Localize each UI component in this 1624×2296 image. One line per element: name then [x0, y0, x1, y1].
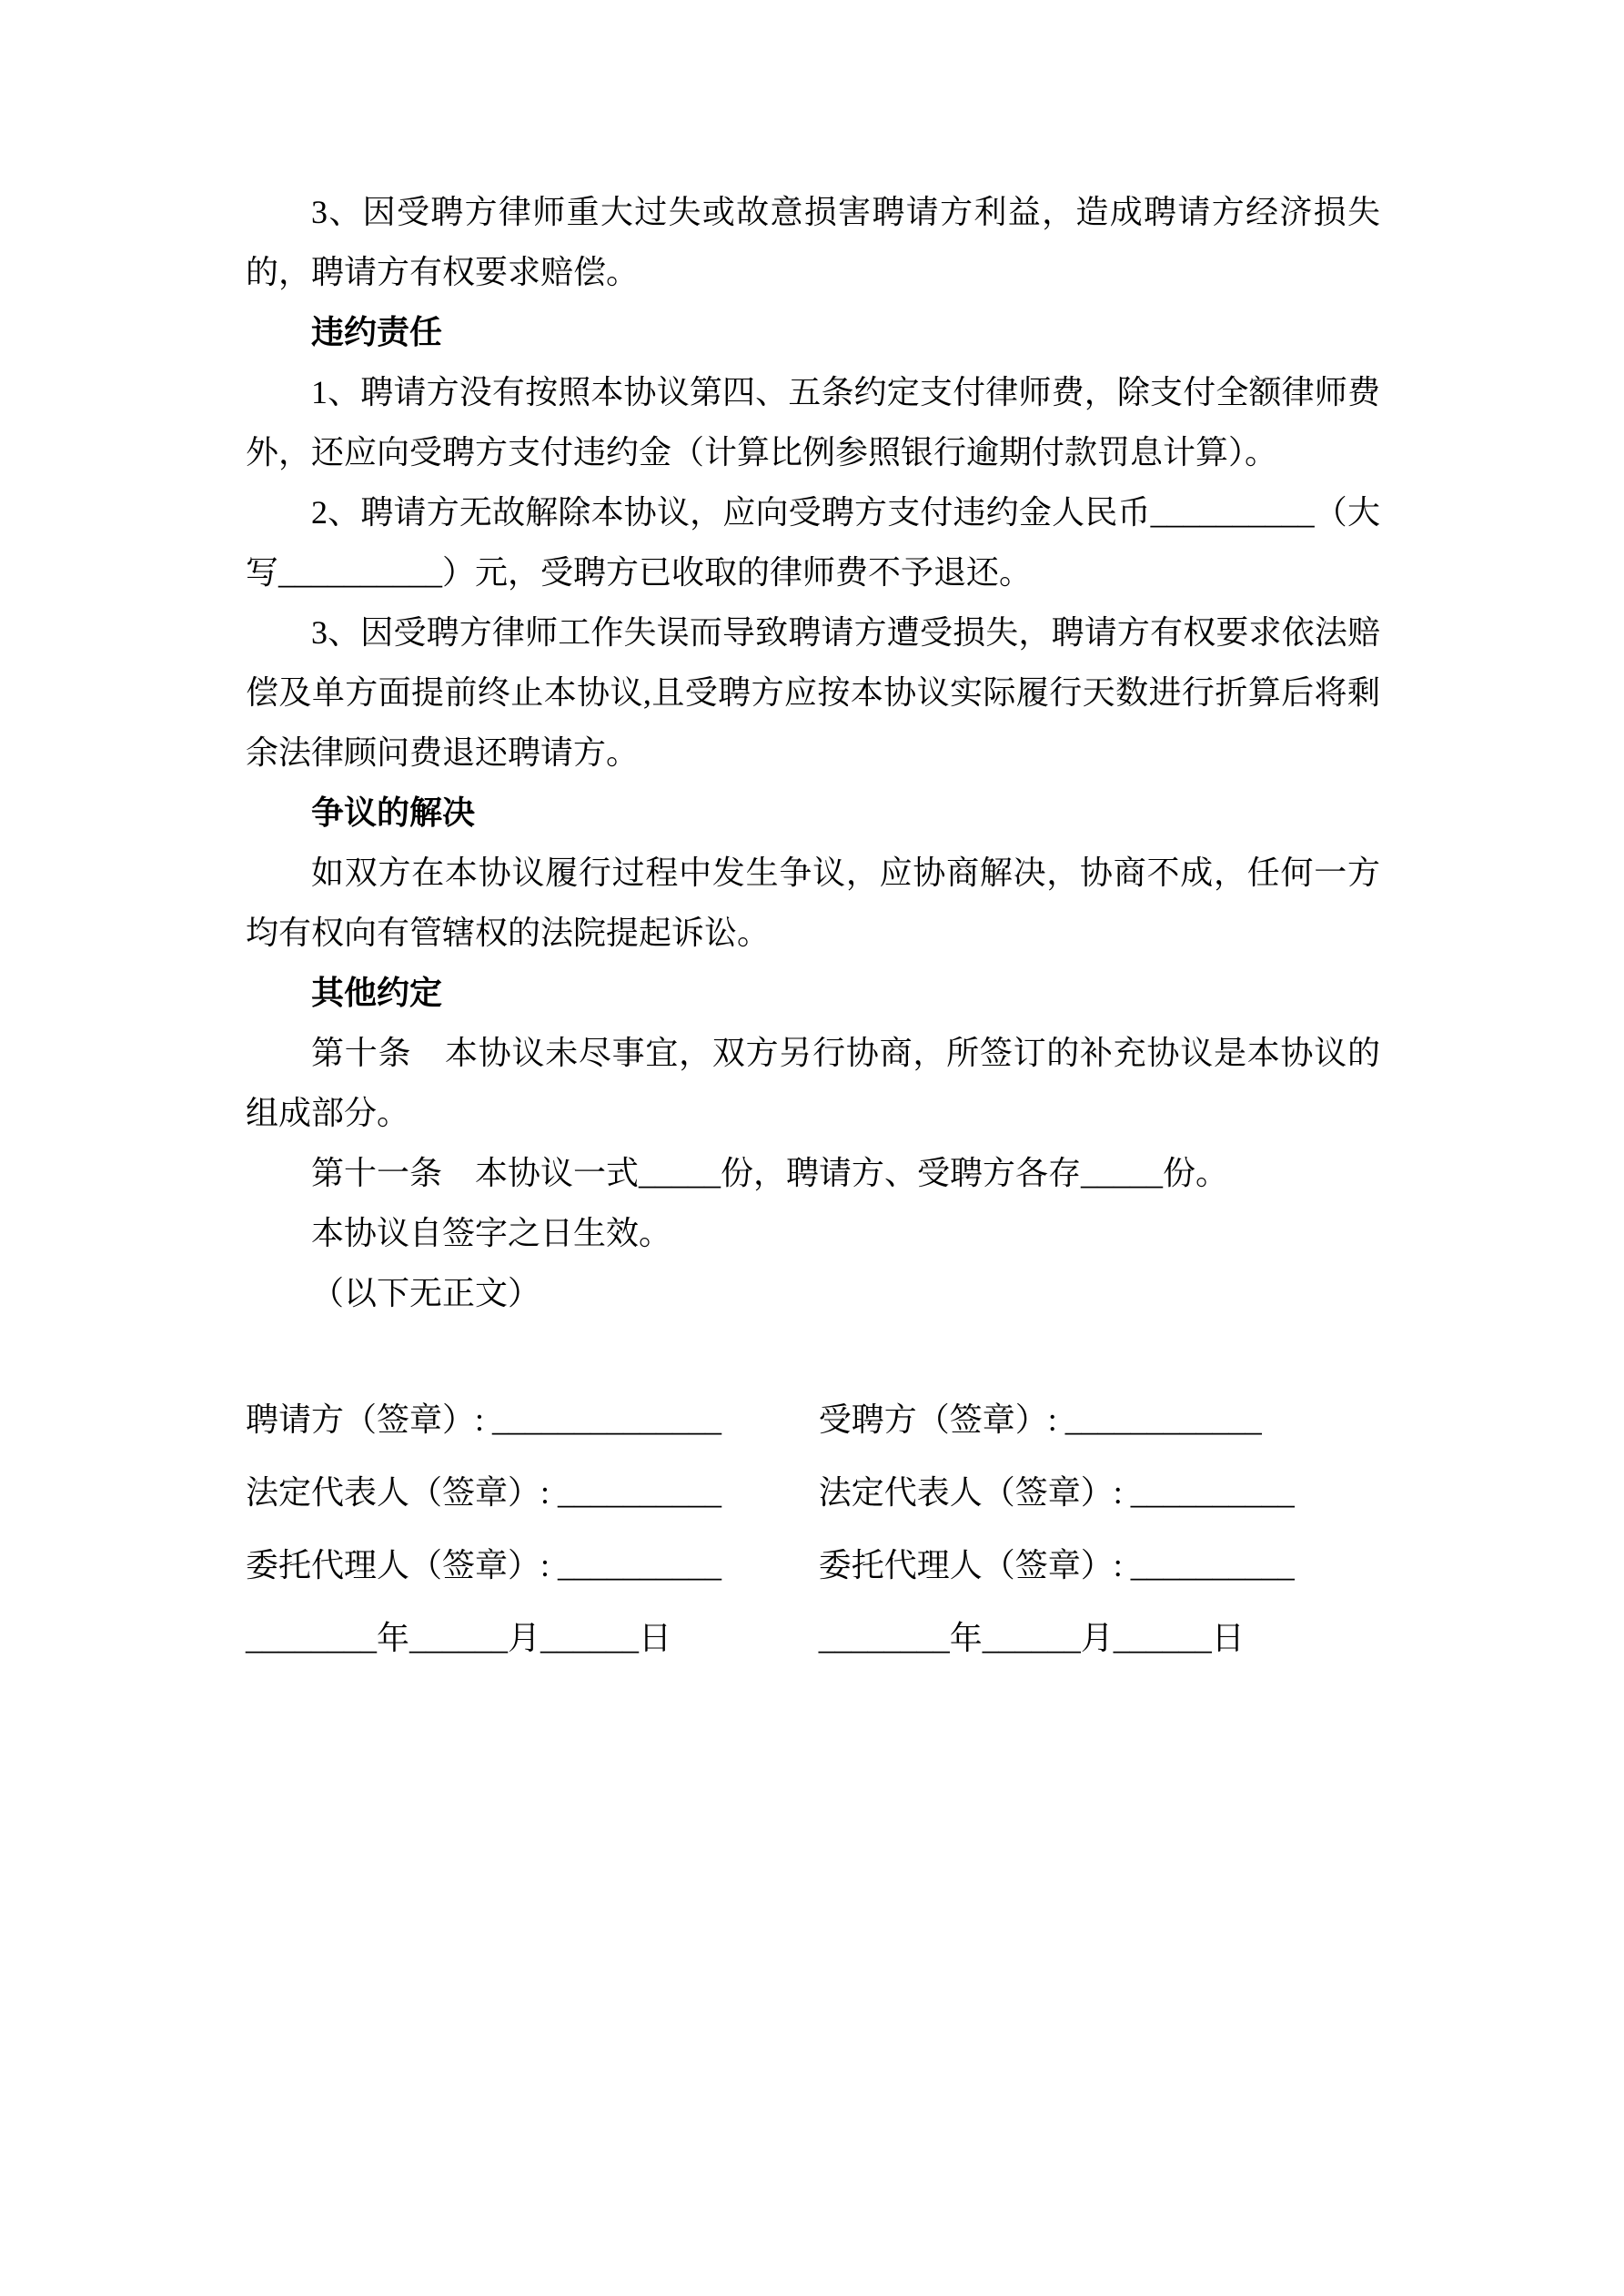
paragraph-effective-date: 本协议自签字之日生效。 [311, 1215, 672, 1251]
signature-right-party-line: 受聘方（签章）: ____________ [818, 1401, 1262, 1438]
signature-left-agent-line: 委托代理人（签章）: __________ [246, 1547, 722, 1583]
paragraph-damages-claim: 3、因受聘方律师重大过失或故意损害聘请方利益，造成聘请方经济损失的，聘请方有权要求赔偿。 [246, 194, 1380, 290]
heading-dispute-resolution: 争议的解决 [311, 794, 476, 831]
signature-right-agent-line: 委托代理人（签章）: __________ [818, 1547, 1295, 1583]
paragraph-no-more-text: （以下无正文） [311, 1275, 541, 1311]
signature-block [246, 1383, 1380, 1674]
paragraph-breach-3: 3、因受聘方律师工作失误而导致聘请方遭受损失，聘请方有权要求依法赔偿及单方面提前终止本协议,且受聘方应按本协议实际履行天数进行折算后将剩余法律顾问费退还聘请方。 [246, 614, 1380, 771]
paragraph-breach-1: 1、聘请方没有按照本协议第四、五条约定支付律师费，除支付全额律师费外，还应向受聘方支付违约金（计算比例参照银行逾期付款罚息计算）。 [246, 374, 1380, 470]
signature-right-legal-rep-line: 法定代表人（签章）: __________ [818, 1474, 1295, 1511]
signature-right-date-line: ________年______月______日 [818, 1620, 1245, 1656]
paragraph-breach-2: 2、聘请方无故解除本协议，应向受聘方支付违约金人民币__________（大写__________）元，受聘方已收取的律师费不予退还。 [246, 494, 1380, 591]
paragraph-article-10: 第十条 本协议未尽事宜，双方另行协商，所签订的补充协议是本协议的组成部分。 [246, 1035, 1380, 1131]
signature-left-date-line: ________年______月______日 [246, 1620, 671, 1656]
heading-other-provisions: 其他约定 [311, 974, 443, 1011]
paragraph-article-11: 第十一条 本协议一式_____份，聘请方、受聘方各存_____份。 [311, 1155, 1229, 1191]
signature-column-hiring-party [246, 1383, 819, 1674]
heading-breach-liability: 违约责任 [311, 313, 443, 350]
signature-column-hired-party [819, 1383, 1380, 1674]
signature-left-party-line: 聘请方（签章）: ______________ [246, 1401, 722, 1438]
signature-left-legal-rep-line: 法定代表人（签章）: __________ [246, 1474, 722, 1511]
paragraph-dispute-resolution: 如双方在本协议履行过程中发生争议，应协商解决，协商不成，任何一方均有权向有管辖权的法院提起诉讼。 [246, 855, 1380, 951]
